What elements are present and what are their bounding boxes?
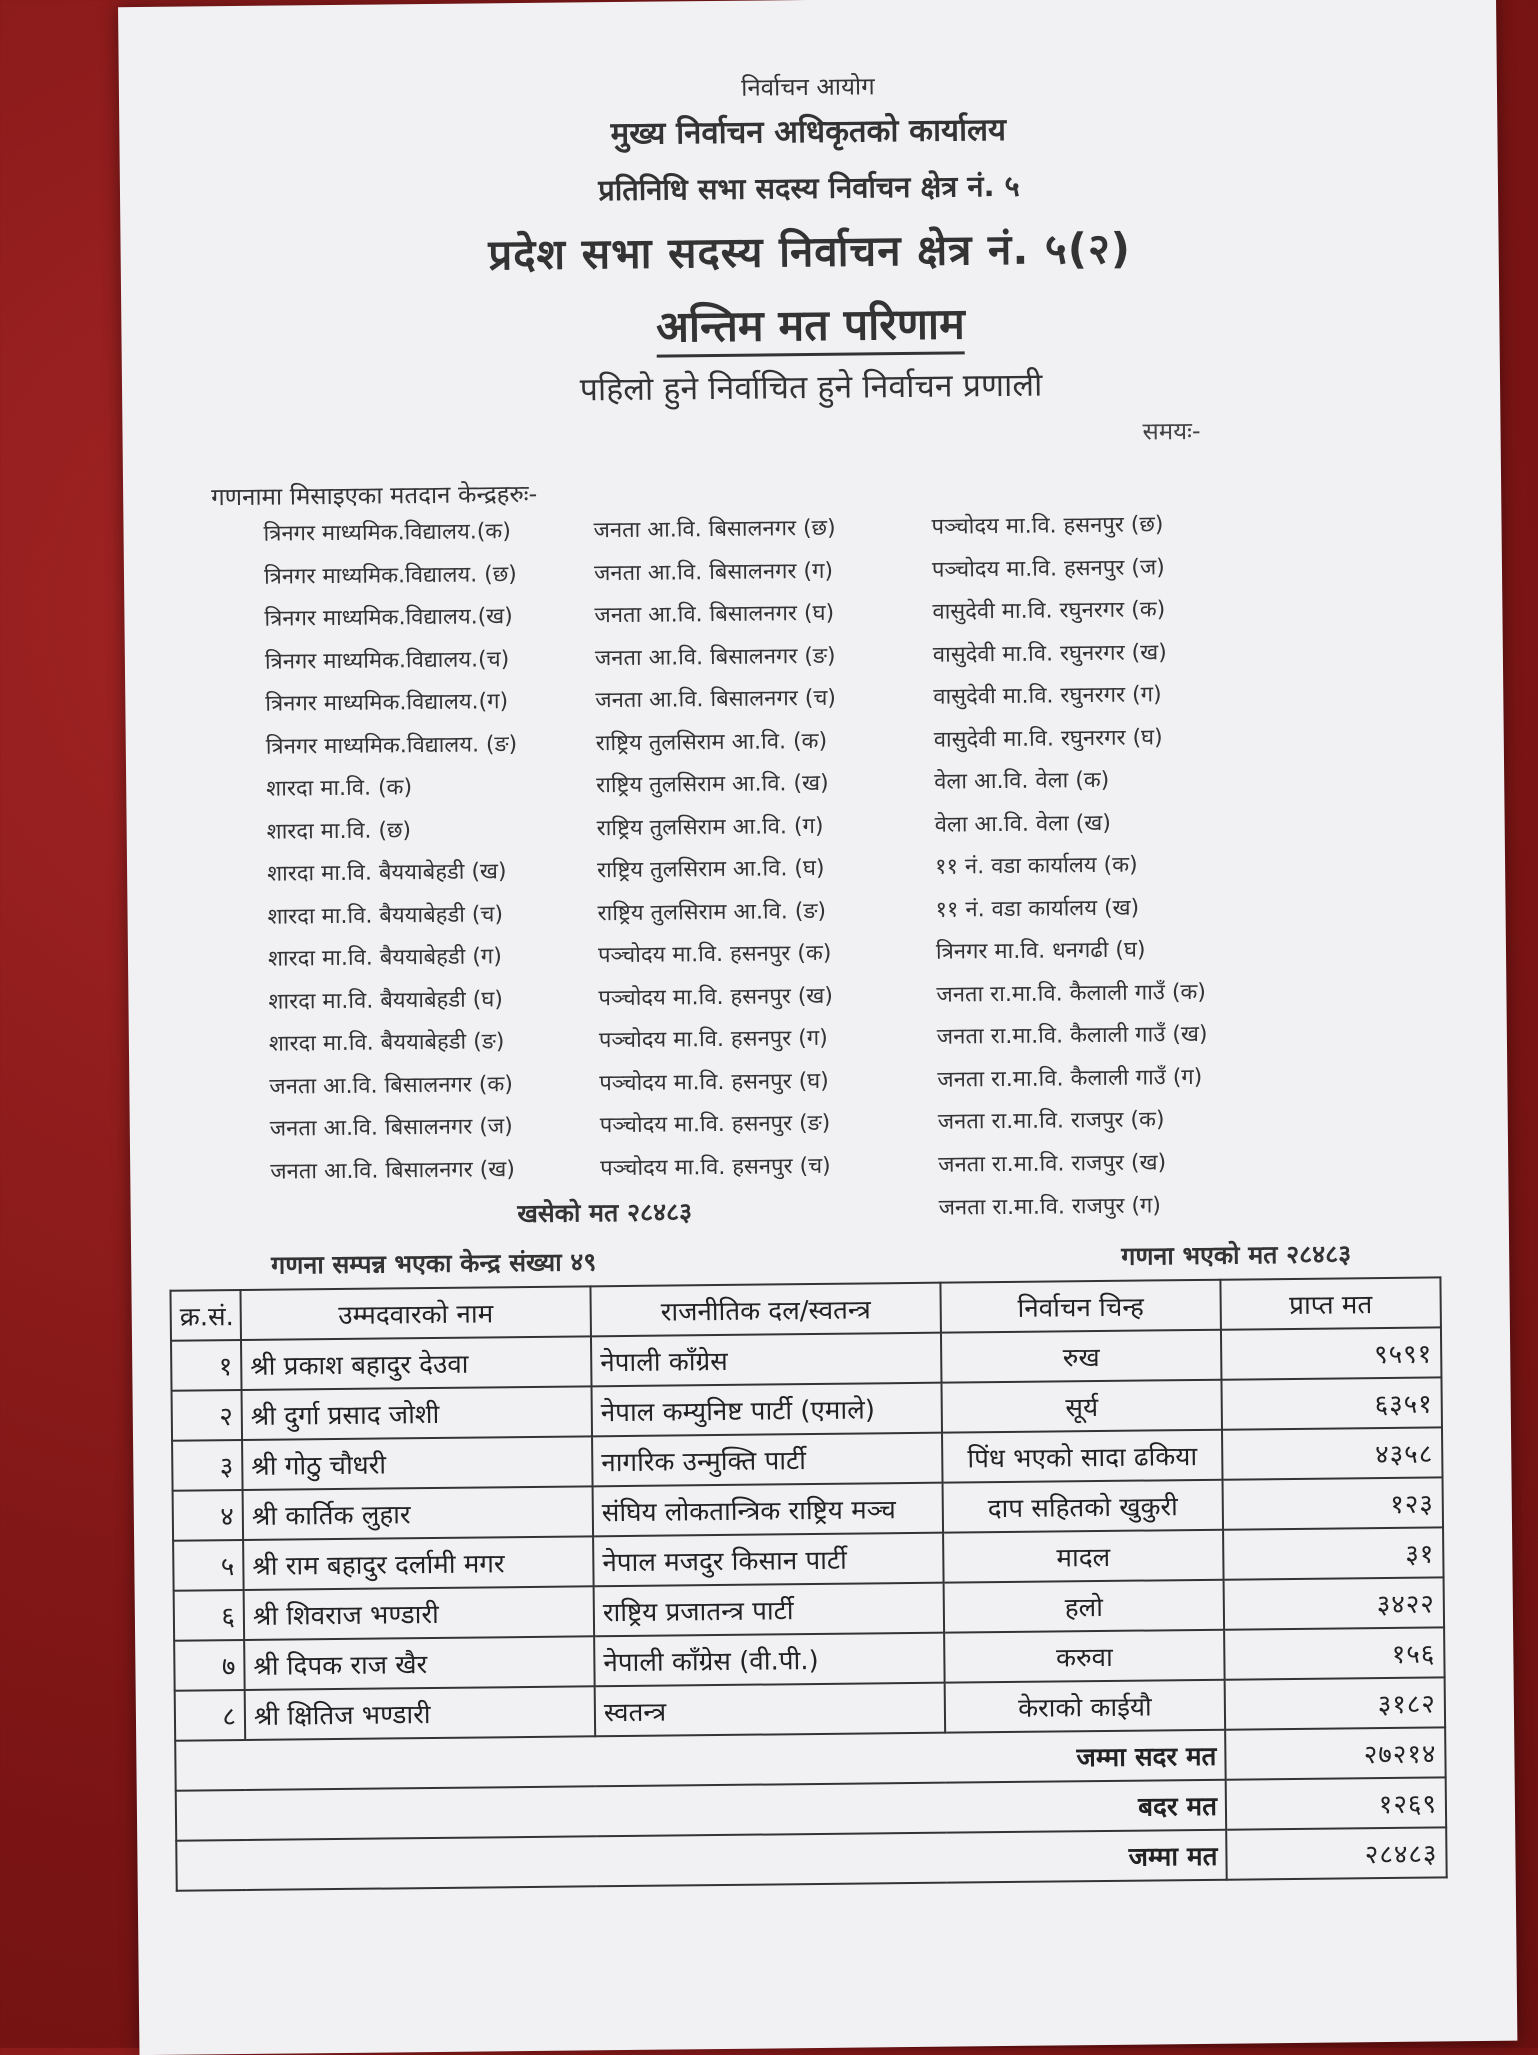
polling-center: राष्ट्रिय तुलसिराम आ.वि. (ख): [596, 770, 829, 799]
polling-center: त्रिनगर माध्यमिक.विद्यालय. (छ): [263, 561, 517, 590]
commission-name: निर्वाचन आयोग: [741, 72, 875, 102]
polling-center: पञ्चोदय मा.वि. हसनपुर (क): [597, 940, 832, 969]
results-table: [169, 1276, 1447, 1891]
party-name: संघिय लोकतान्त्रिक राष्ट्रिय मञ्च: [593, 1483, 944, 1537]
polling-center: वासुदेवी मा.वि. रघुनरगर (घ): [933, 724, 1163, 753]
polling-center: जनता आ.वि. बिसालनगर (घ): [594, 600, 835, 629]
party-name: नेपाल कम्युनिष्ट पार्टी (एमाले): [592, 1383, 943, 1437]
votes-received: ४३५८: [1222, 1427, 1443, 1479]
polling-center: त्रिनगर माध्यमिक.विद्यालय.(च): [264, 646, 510, 675]
polling-center: वेला आ.वि. वेला (क): [934, 767, 1110, 795]
header-name: उम्मदवारको नाम: [240, 1286, 591, 1340]
polling-center: शारदा मा.वि. बैययाबेहडी (ग): [267, 944, 502, 972]
polling-center: त्रिनगर माध्यमिक.विद्यालय.(क): [263, 519, 511, 547]
serial-number: ७: [174, 1640, 245, 1691]
party-name: नेपाली काँग्रेस (वी.पी.): [594, 1633, 945, 1687]
election-symbol: मादल: [943, 1530, 1224, 1583]
polling-center: राष्ट्रिय तुलसिराम आ.वि. (ग): [596, 813, 824, 841]
election-system: पहिलो हुने निर्वाचित हुने निर्वाचन प्रणाली: [579, 365, 1043, 409]
total-label: बदर मत: [176, 1780, 1226, 1841]
polling-center: त्रिनगर माध्यमिक.विद्यालय.(ख): [264, 604, 513, 632]
document-title: अन्तिम मत परिणाम: [121, 287, 1500, 360]
votes-received: १२३: [1223, 1477, 1444, 1529]
centers-label: गणनामा मिसाइएका मतदान केन्द्रहरुः-: [211, 479, 538, 512]
serial-number: ३: [172, 1440, 243, 1491]
party-name: राष्ट्रिय प्रजातन्त्र पार्टी: [594, 1583, 945, 1637]
election-symbol: रुख: [941, 1330, 1222, 1383]
polling-center: जनता रा.मा.वि. कैलाली गाउँ (ख): [936, 1021, 1208, 1050]
polling-center: पञ्चोदय मा.वि. हसनपुर (ख): [598, 983, 834, 1011]
candidate-name: श्री क्षितिज भण्डारी: [245, 1686, 596, 1740]
candidate-name: श्री दिपक राज खैर: [244, 1636, 595, 1690]
candidate-name: श्री दुर्गा प्रसाद जोशी: [242, 1386, 593, 1440]
polling-center: त्रिनगर मा.वि. धनगढी (घ): [935, 937, 1146, 965]
votes-received: ९५९१: [1221, 1327, 1442, 1379]
polling-center: त्रिनगर माध्यमिक.विद्यालय. (ङ): [265, 731, 518, 760]
counted-votes: गणना भएको मत २८४८३: [1121, 1239, 1352, 1271]
cast-votes: खसेको मत २८४८३: [517, 1197, 693, 1229]
party-name: नेपाली काँग्रेस: [591, 1333, 942, 1387]
polling-center: पञ्चोदय मा.वि. हसनपुर (ग): [598, 1025, 828, 1054]
polling-center: जनता रा.मा.वि. राजपुर (क): [937, 1107, 1165, 1135]
votes-received: ३१: [1223, 1527, 1444, 1579]
votes-received: ६३५१: [1221, 1377, 1442, 1429]
office-name: मुख्य निर्वाचन अधिकृतको कार्यालय: [610, 111, 1007, 153]
polling-center: शारदा मा.वि. बैययाबेहडी (ङ): [268, 1029, 505, 1057]
polling-center: जनता आ.वि. बिसालनगर (छ): [593, 515, 836, 544]
polling-center: शारदा मा.वि. (छ): [266, 817, 412, 845]
provincial-constituency: प्रदेश सभा सदस्य निर्वाचन क्षेत्र नं. ५(२): [488, 223, 1132, 280]
header-sn: क्र.सं.: [170, 1290, 241, 1341]
polling-center: जनता आ.वि. बिसालनगर (क): [269, 1071, 514, 1100]
candidate-name: श्री राम बहादुर दर्लामी मगर: [243, 1536, 594, 1590]
polling-center: जनता आ.वि. बिसालनगर (ज): [269, 1114, 513, 1142]
header-votes: प्राप्त मत: [1220, 1277, 1441, 1329]
total-value: १२६९: [1226, 1777, 1447, 1829]
votes-received: ३४२२: [1224, 1577, 1445, 1629]
party-name: नेपाल मजदुर किसान पार्टी: [593, 1533, 944, 1587]
result-sheet: [118, 0, 1517, 2055]
polling-center: ११ नं. वडा कार्यालय (ख): [935, 895, 1140, 923]
polling-center: जनता आ.वि. बिसालनगर (ङ): [594, 643, 836, 671]
time-label: समयः-: [1142, 416, 1201, 446]
serial-number: २: [172, 1390, 243, 1441]
total-value: २७२१४: [1225, 1727, 1446, 1779]
polling-center: शारदा मा.वि. (क): [266, 775, 413, 802]
polling-center: शारदा मा.वि. बैययाबेहडी (ख): [266, 859, 507, 887]
polling-center: जनता रा.मा.वि. कैलाली गाउँ (क): [936, 979, 1207, 1008]
polling-center: जनता रा.मा.वि. राजपुर (ग): [938, 1193, 1162, 1221]
polling-center: पञ्चोदय मा.वि. हसनपुर (घ): [599, 1068, 829, 1096]
total-label: जम्मा मत: [176, 1830, 1226, 1891]
federal-constituency: प्रतिनिधि सभा सदस्य निर्वाचन क्षेत्र नं. ५: [598, 168, 1020, 208]
votes-received: ३१८२: [1225, 1677, 1446, 1729]
polling-center: जनता आ.वि. बिसालनगर (ग): [593, 558, 834, 586]
polling-center: जनता रा.मा.वि. कैलाली गाउँ (ग): [937, 1064, 1203, 1093]
polling-center: जनता रा.मा.वि. राजपुर (ख): [938, 1149, 1167, 1178]
polling-center: जनता आ.वि. बिसालनगर (च): [595, 685, 837, 714]
polling-center: पञ्चोदय मा.वि. हसनपुर (ज): [931, 554, 1165, 583]
total-label: जम्मा सदर मत: [175, 1730, 1225, 1791]
polling-center: राष्ट्रिय तुलसिराम आ.वि. (ङ): [597, 898, 827, 926]
party-name: नागरिक उन्मुक्ति पार्टी: [592, 1433, 943, 1487]
candidate-name: श्री प्रकाश बहादुर देउवा: [241, 1336, 592, 1390]
election-symbol: पिंध भएको सादा ढकिया: [942, 1430, 1223, 1483]
serial-number: ६: [174, 1590, 245, 1641]
count-summary: [271, 1236, 1411, 1282]
election-symbol: सूर्य: [941, 1380, 1222, 1433]
serial-number: ४: [173, 1490, 244, 1541]
serial-number: १: [171, 1340, 242, 1391]
polling-center: वेला आ.वि. वेला (ख): [934, 810, 1111, 838]
candidate-name: श्री गोठु चौधरी: [242, 1436, 593, 1490]
election-symbol: दाप सहितको खुकुरी: [943, 1480, 1224, 1533]
polling-center: राष्ट्रिय तुलसिराम आ.वि. (घ): [596, 855, 825, 884]
total-value: २८४८३: [1226, 1827, 1447, 1879]
polling-center: राष्ट्रिय तुलसिराम आ.वि. (क): [595, 728, 828, 756]
polling-center: पञ्चोदय मा.वि. हसनपुर (च): [600, 1153, 831, 1181]
polling-center: वासुदेवी मा.वि. रघुनरगर (क): [932, 597, 1166, 625]
header-symbol: निर्वाचन चिन्ह: [940, 1280, 1221, 1333]
polling-center: ११ नं. वडा कार्यालय (क): [934, 852, 1138, 880]
polling-centers-list: [263, 506, 1410, 1198]
polling-center: जनता आ.वि. बिसालनगर (ख): [270, 1156, 516, 1185]
centers-completed: गणना सम्पन्न भएका केन्द्र संख्या ४९: [271, 1247, 597, 1280]
election-symbol: करुवा: [944, 1630, 1225, 1683]
polling-center: शारदा मा.वि. बैययाबेहडी (घ): [268, 986, 504, 1015]
serial-number: ८: [175, 1690, 246, 1741]
polling-center: पञ्चोदय मा.वि. हसनपुर (ङ): [599, 1110, 831, 1139]
candidate-name: श्री कार्तिक लुहार: [243, 1486, 594, 1540]
party-name: स्वतन्त्र: [595, 1683, 946, 1737]
votes-received: १५६: [1224, 1627, 1445, 1679]
serial-number: ५: [173, 1540, 244, 1591]
election-symbol: केराको काईयौ: [945, 1680, 1226, 1733]
polling-center: त्रिनगर माध्यमिक.विद्यालय.(ग): [265, 689, 509, 717]
polling-center: पञ्चोदय मा.वि. हसनपुर (छ): [931, 512, 1164, 540]
polling-center: शारदा मा.वि. बैययाबेहडी (च): [267, 901, 504, 930]
header-party: राजनीतिक दल/स्वतन्त्र: [590, 1283, 941, 1337]
polling-center: वासुदेवी मा.वि. रघुनरगर (ग): [933, 682, 1162, 710]
polling-center: वासुदेवी मा.वि. रघुनरगर (ख): [932, 639, 1167, 668]
candidate-name: श्री शिवराज भण्डारी: [244, 1586, 595, 1640]
election-symbol: हलो: [944, 1580, 1225, 1633]
